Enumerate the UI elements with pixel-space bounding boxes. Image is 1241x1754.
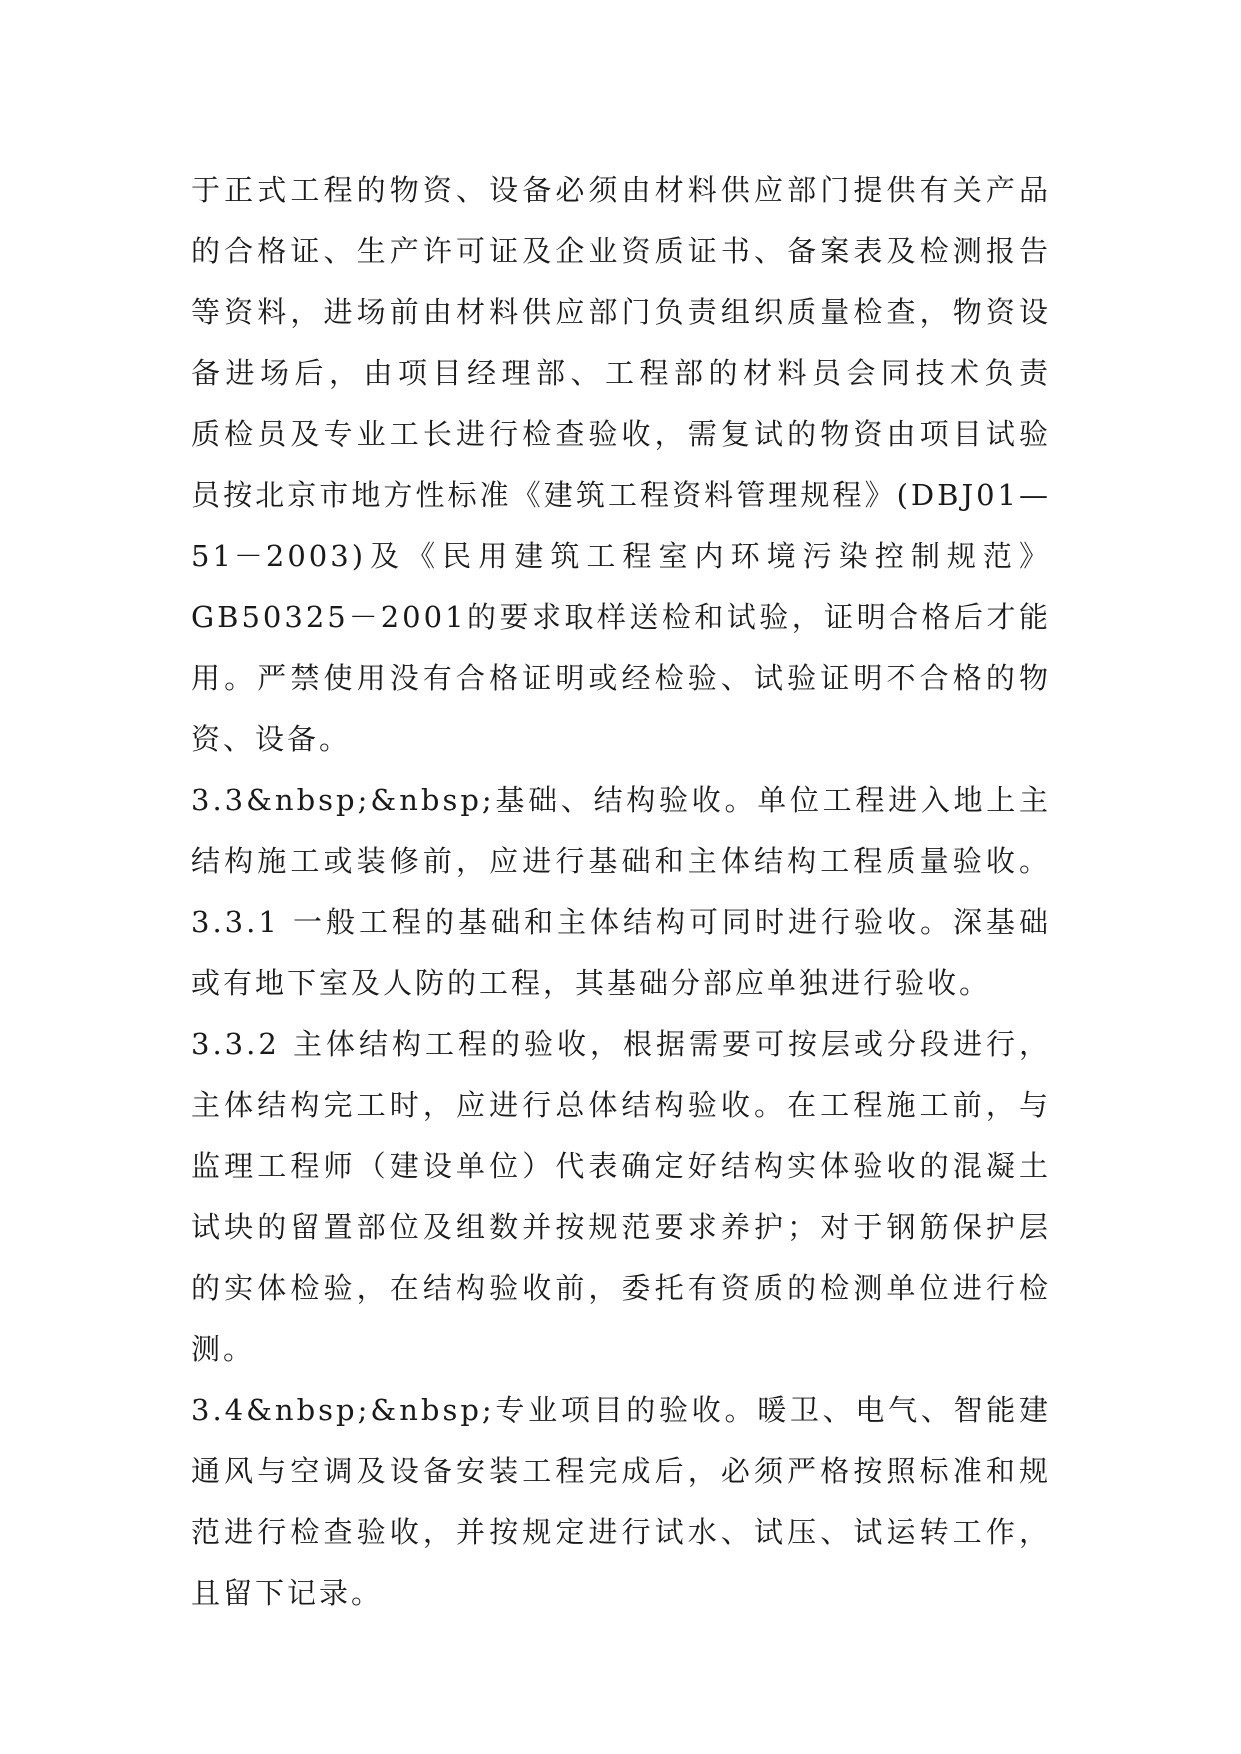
text-line: 等资料，进场前由材料供应部门负责组织质量检查，物资设 [191, 295, 1051, 329]
text-line: 51－2003)及《民用建筑工程室内环境污染控制规范》 [191, 539, 1051, 573]
text-line: 监理工程师（建设单位）代表确定好结构实体验收的混凝土 [191, 1149, 1051, 1183]
text-line: 员按北京市地方性标准《建筑工程资料管理规程》(DBJ01— [191, 478, 1051, 512]
text-line: 通风与空调及设备安装工程完成后，必须严格按照标准和规 [191, 1454, 1051, 1488]
text-line: 测。 [191, 1332, 256, 1366]
text-line: 备进场后，由项目经理部、工程部的材料员会同技术负责 [191, 356, 1051, 390]
text-line: 试块的留置部位及组数并按规范要求养护；对于钢筋保护层 [191, 1210, 1051, 1244]
text-line: 3.3.1 一般工程的基础和主体结构可同时进行验收。深基础 [191, 905, 1051, 939]
text-line: 用。严禁使用没有合格证明或经检验、试验证明不合格的物 [191, 661, 1051, 695]
text-line: 3.3&nbsp;&nbsp;基础、结构验收。单位工程进入地上主 [191, 783, 1051, 817]
text-line: 的合格证、生产许可证及企业资质证书、备案表及检测报告 [191, 234, 1051, 268]
text-line: 资、设备。 [191, 722, 352, 756]
text-line: 结构施工或装修前，应进行基础和主体结构工程质量验收。 [191, 844, 1051, 878]
text-line: 或有地下室及人防的工程，其基础分部应单独进行验收。 [191, 966, 992, 1000]
text-line: 3.3.2 主体结构工程的验收，根据需要可按层或分段进行， [191, 1027, 1051, 1061]
document-body-text [191, 160, 1051, 1624]
text-line: 质检员及专业工长进行检查验收，需复试的物资由项目试验 [191, 417, 1051, 451]
text-line: 主体结构完工时，应进行总体结构验收。在工程施工前，与 [191, 1088, 1051, 1122]
text-line: 的实体检验，在结构验收前，委托有资质的检测单位进行检 [191, 1271, 1051, 1305]
text-line: 且留下记录。 [191, 1576, 384, 1610]
text-line: 范进行检查验收，并按规定进行试水、试压、试运转工作， [191, 1515, 1051, 1549]
text-line: GB50325－2001的要求取样送检和试验，证明合格后才能 [191, 600, 1051, 634]
text-line: 于正式工程的物资、设备必须由材料供应部门提供有关产品 [191, 173, 1051, 207]
text-line: 3.4&nbsp;&nbsp;专业项目的验收。暖卫、电气、智能建 [191, 1393, 1051, 1427]
